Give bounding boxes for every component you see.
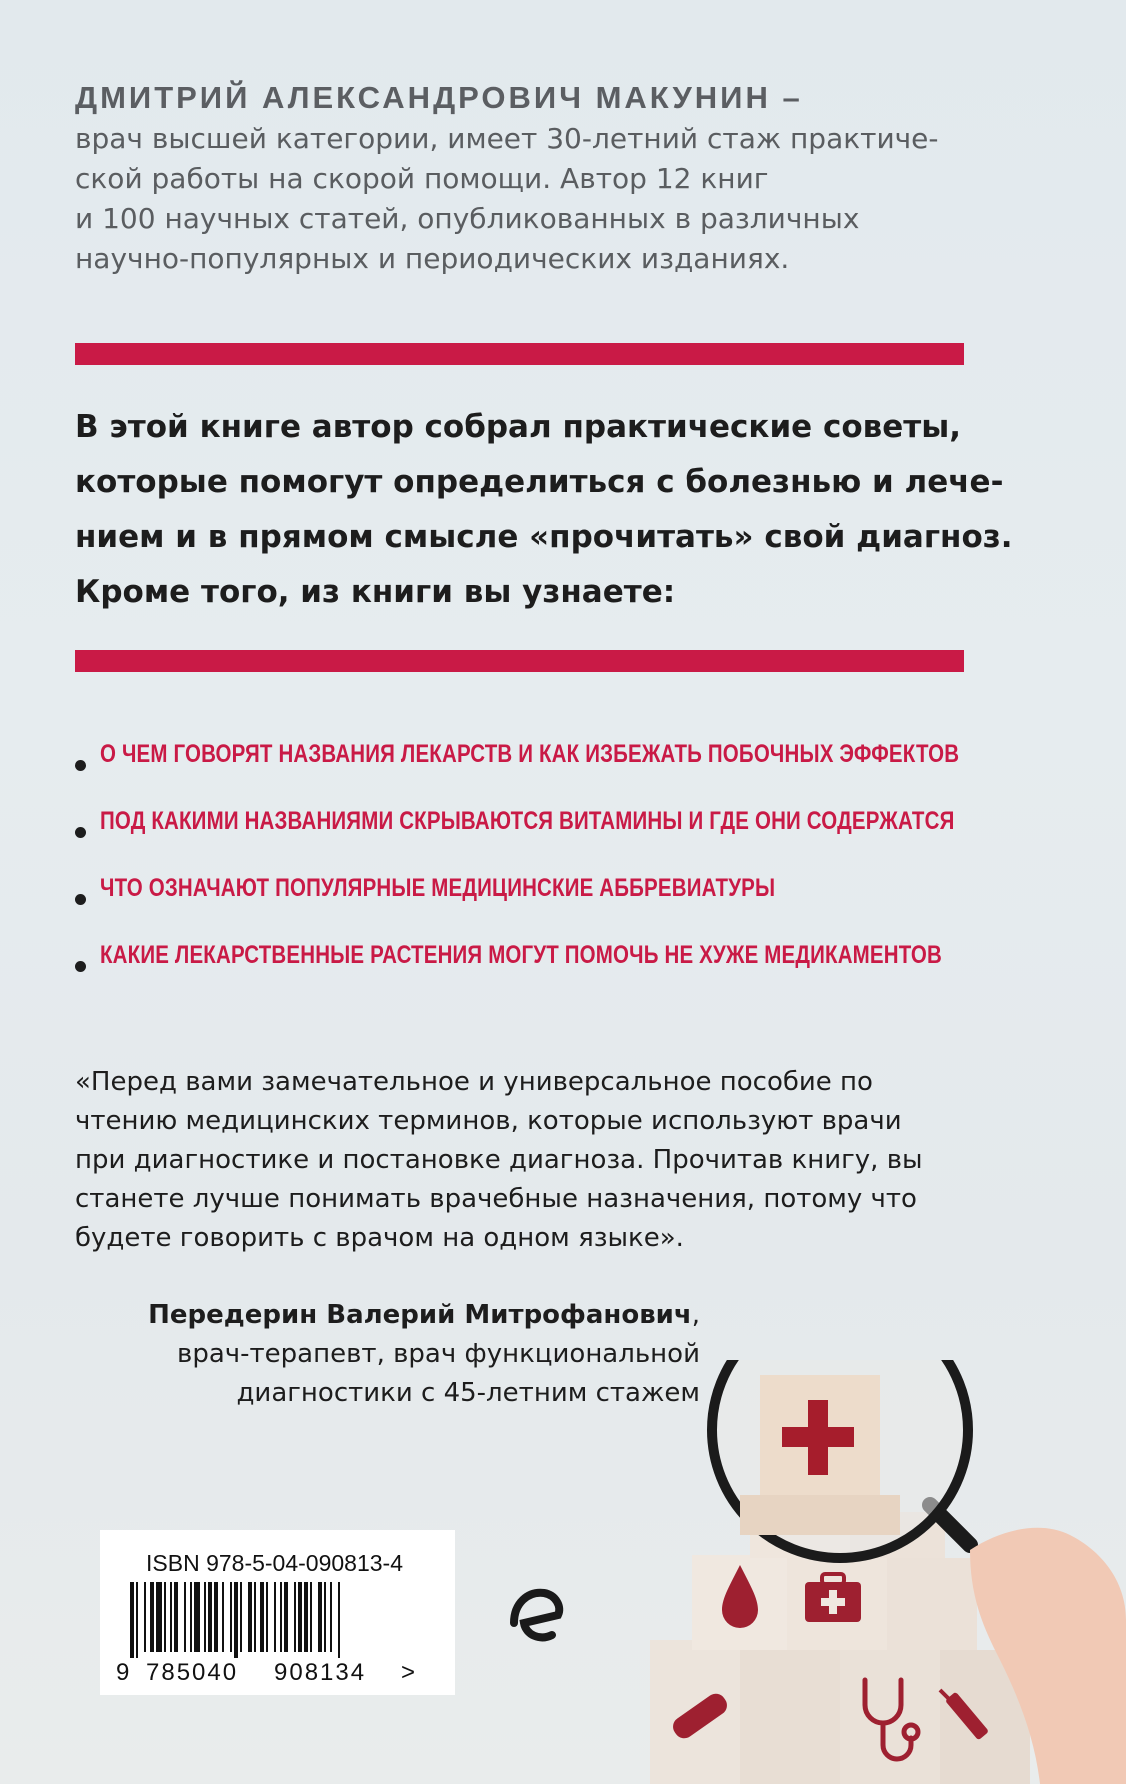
barcode-bar xyxy=(194,1582,200,1652)
isbn-label: ISBN 978-5-04-090813-4 xyxy=(146,1550,403,1576)
barcode-digits-group1: 785040 xyxy=(146,1659,239,1682)
author-bio-line: ской работы на скорой помощи. Автор 12 книг xyxy=(75,162,769,195)
barcode-bar xyxy=(280,1582,282,1652)
barcode-bar xyxy=(310,1582,312,1652)
publisher-logo-icon xyxy=(506,1585,566,1649)
barcode-bar xyxy=(150,1582,154,1652)
intro-line: В этой книге автор собрал практические советы, xyxy=(75,409,962,445)
author-dash: – xyxy=(770,80,803,115)
barcode-bar xyxy=(266,1582,268,1652)
bullet-dot-icon xyxy=(75,827,86,838)
attribution-comma: , xyxy=(691,1300,700,1330)
barcode-digit-end: > xyxy=(401,1659,416,1682)
bullet-dot-icon xyxy=(75,961,86,972)
quote-attribution xyxy=(110,1296,700,1413)
bullet-dot-icon xyxy=(75,894,86,905)
divider-bar-bottom xyxy=(75,650,964,672)
barcode-bar xyxy=(294,1582,296,1652)
list-item xyxy=(75,874,1035,941)
barcode-bars xyxy=(116,1582,436,1682)
quote-line: при диагностике и постановке диагноза. Прочитав книгу, вы xyxy=(75,1145,923,1175)
attribution-name: Передерин Валерий Митрофанович xyxy=(148,1300,692,1330)
barcode-bar xyxy=(324,1582,326,1652)
author-name: ДМИТРИЙ АЛЕКСАНДРОВИЧ МАКУНИН xyxy=(75,80,771,115)
barcode-bar xyxy=(214,1582,218,1652)
barcode-bar xyxy=(170,1582,172,1652)
quote-line: станете лучше понимать врачебные назначения, потому что xyxy=(75,1184,917,1214)
barcode-bar xyxy=(338,1582,340,1658)
barcode-bar xyxy=(222,1582,224,1652)
barcode-bar xyxy=(298,1582,302,1652)
divider-bar-top xyxy=(75,343,964,365)
barcode-bar xyxy=(248,1582,252,1652)
barcode-bar xyxy=(284,1582,288,1652)
isbn-barcode xyxy=(100,1530,455,1695)
list-item xyxy=(75,941,1035,1008)
barcode-bar xyxy=(174,1582,178,1652)
author-bio-line: и 100 научных статей, опубликованных в различных xyxy=(75,202,860,235)
barcode-bar xyxy=(254,1582,256,1652)
barcode-bar xyxy=(130,1582,134,1658)
list-item xyxy=(75,740,1035,807)
attribution-line: врач-терапевт, врач функциональной xyxy=(177,1339,700,1369)
medical-blocks-illustration xyxy=(640,1360,1126,1784)
barcode-bar xyxy=(274,1582,276,1652)
barcode-digit-first: 9 xyxy=(116,1659,130,1682)
barcode-bar xyxy=(164,1582,166,1652)
barcode-bar xyxy=(230,1582,232,1652)
bullet-dot-icon xyxy=(75,760,86,771)
barcode-bar xyxy=(318,1582,322,1652)
author-bio-line: научно-популярных и периодических изданиях. xyxy=(75,242,790,275)
barcode-bar xyxy=(136,1582,138,1658)
intro-line: Кроме того, из книги вы узнаете: xyxy=(75,574,676,610)
barcode-bar xyxy=(184,1582,186,1652)
quote-line: «Перед вами замечательное и универсальное пособие по xyxy=(75,1067,873,1097)
quote-line: будете говорить с врачом на одном языке». xyxy=(75,1223,684,1253)
intro-line: нием и в прямом смысле «прочитать» свой диагноз. xyxy=(75,519,1013,555)
feature-list xyxy=(75,740,1035,1008)
list-item-text: ЧТО ОЗНАЧАЮТ ПОПУЛЯРНЫЕ МЕДИЦИНСКИЕ АББРЕВИАТУРЫ xyxy=(100,874,776,902)
barcode-bar xyxy=(330,1582,332,1652)
intro-line: которые помогут определиться с болезнью и лече- xyxy=(75,464,1004,500)
barcode-bar xyxy=(208,1582,212,1652)
attribution-line: диагностики с 45-летним стажем xyxy=(236,1378,700,1408)
list-item-text: КАКИЕ ЛЕКАРСТВЕННЫЕ РАСТЕНИЯ МОГУТ ПОМОЧЬ НЕ ХУЖЕ МЕДИКАМЕНТОВ xyxy=(100,941,942,969)
barcode-bar xyxy=(304,1582,308,1652)
barcode-bar xyxy=(144,1582,146,1652)
barcode-bar xyxy=(234,1582,238,1658)
quote-line: чтению медицинских терминов, которые используют врачи xyxy=(75,1106,902,1136)
barcode-bar xyxy=(260,1582,264,1652)
barcode-bar xyxy=(240,1582,242,1652)
list-item-text: ПОД КАКИМИ НАЗВАНИЯМИ СКРЫВАЮТСЯ ВИТАМИНЫ И ГДЕ ОНИ СОДЕРЖАТСЯ xyxy=(100,807,955,835)
author-bio-line: врач высшей категории, имеет 30-летний стаж практиче- xyxy=(75,122,939,155)
author-bio xyxy=(75,78,975,279)
barcode-bar xyxy=(190,1582,192,1652)
list-item xyxy=(75,807,1035,874)
barcode-bar xyxy=(156,1582,162,1652)
list-item-text: О ЧЕМ ГОВОРЯТ НАЗВАНИЯ ЛЕКАРСТВ И КАК ИЗБЕЖАТЬ ПОБОЧНЫХ ЭФФЕКТОВ xyxy=(100,740,960,768)
barcode-bar xyxy=(204,1582,206,1652)
intro-text xyxy=(75,400,1035,620)
testimonial-quote xyxy=(75,1063,975,1258)
barcode-digits-group2: 908134 xyxy=(274,1659,367,1682)
